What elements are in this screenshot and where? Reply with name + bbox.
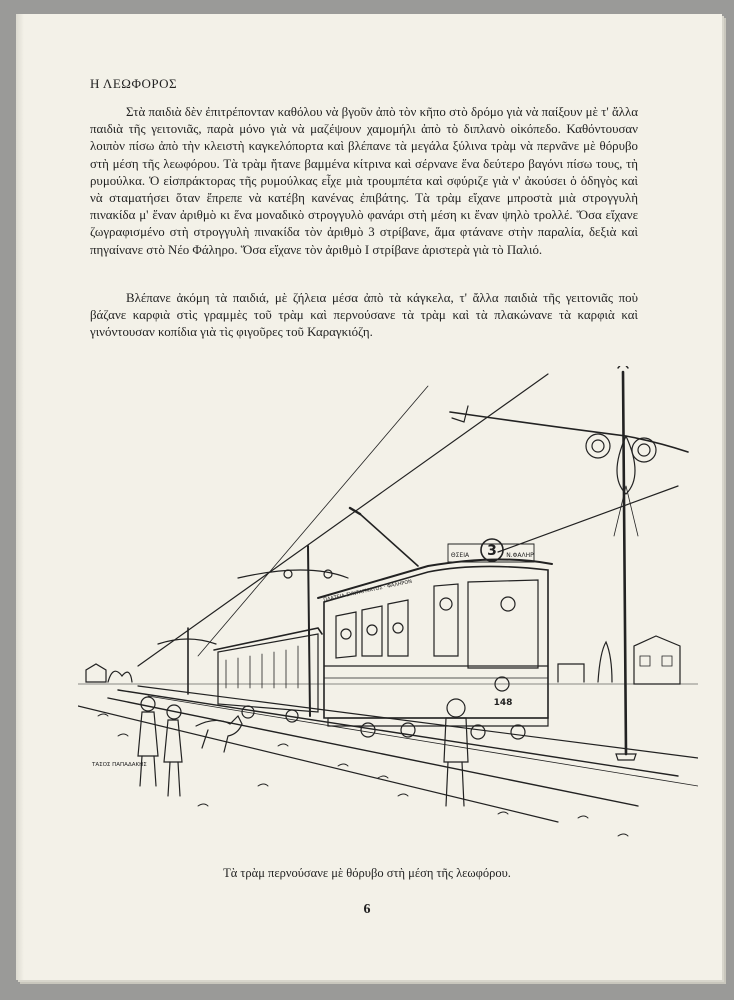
illustration-caption: Τὰ τρὰμ περνούσανε μὲ θόρυβο στὴ μέση τῆς λεωφόρου. — [223, 866, 511, 880]
tram-banner: ΠΛΑΤΕΙΑ ΣΥΝΤΑΓΜΑΤΟΣ · ΦΑΛΗΡΟΝ — [322, 578, 413, 604]
page-number: 6 — [363, 902, 371, 917]
route-sign-right: Ν.ΦΑΛΗΡ — [506, 552, 534, 559]
tram-illustration — [78, 366, 698, 850]
paragraph-2: Βλέπανε ἀκόμη τὰ παιδιά, μὲ ζήλεια μέσα ἀπὸ τὰ κάγκελα, τ' ἄλλα παιδιὰ τῆς γειτονιᾶς ποὺ βάζανε καρφιὰ στὶς γραμμὲς τοῦ τρὰμ καὶ περνούσανε τὰ τρὰμ καὶ τὰ πλακώνανε τὰ καρφιὰ καὶ γινόντουσαν κοπίδια γιὰ τὶς φιγοῦρες τοῦ Καραγκιόζη. — [90, 291, 638, 340]
tram-car-number: 148 — [493, 698, 513, 708]
route-sign-left: ΘΣΕΙΑ — [450, 552, 470, 559]
route-number: 3 — [487, 543, 497, 559]
chapter-heading: Η ΛΕΩΦΟΡΟΣ — [90, 76, 178, 91]
paragraph-1: Στὰ παιδιὰ δὲν ἐπιτρέπονταν καθόλου νὰ βγοῦν ἀπὸ τὸν κῆπο στὸ δρόμο γιὰ νὰ παίξουν μὲ τ' ἄλλα παιδιὰ τῆς γειτονιᾶς, παρὰ μόνο γιὰ νὰ μαζέψουν χαμομήλι ἀπὸ τὸ διπλανὸ οἰκόπεδο. Καθόντουσαν λοιπὸν πίσω ἀπὸ τὴν κλειστὴ καγκελόπορτα καὶ βλέπανε τὰ μεγάλα ξύλινα τρὰμ νὰ περνᾶνε μὲ θόρυβο στὴ μέση τῆς λεωφόρου. Τὰ τρὰμ ἤτανε βαμμένα κίτρινα καὶ σέρνανε ἕνα δεύτερο βαγόνι πίσω τους, τὴ ρυμούλκα. Ὁ εἰσπράκτορας τῆς ρυμούλκας εἶχε μιὰ τρουμπέτα καὶ σφύριζε γιὰ ν' ἀκούσει ὁ ὁδηγὸς καὶ νὰ σταματήσει ὅταν ἔπρεπε νὰ κατέβη κανένας ἐπιβάτης. Τὰ τρὰμ εἴχανε μπροστὰ μιὰ στρογγυλὴ πινακίδα μ' ἕναν ἀριθμὸ κι ἕνα μοναδικὸ στρογγυλὸ φανάρι στὴ μέση κι ἕναν ψηλὸ τρολλέ. Ὅσα εἴχανε ζωγραφισμένο στὴ στρογγυλὴ πινακίδα τὸν ἀριθμὸ 3 στρίβανε, ἅμα φτάνανε στὴν παραλία, δεξιὰ καὶ πηγαίνανε στὸ Νέο Φάληρο. Ὅσα εἴχανε τὸν ἀριθμὸ I στρίβανε ἀριστερὰ γιὰ τὸ Παλιό. — [90, 105, 638, 257]
page-binding-shadow — [16, 14, 24, 980]
artist-signature: ΤΑΣΟΣ ΠΑΠΑΔΑΚΗΣ — [92, 762, 147, 768]
